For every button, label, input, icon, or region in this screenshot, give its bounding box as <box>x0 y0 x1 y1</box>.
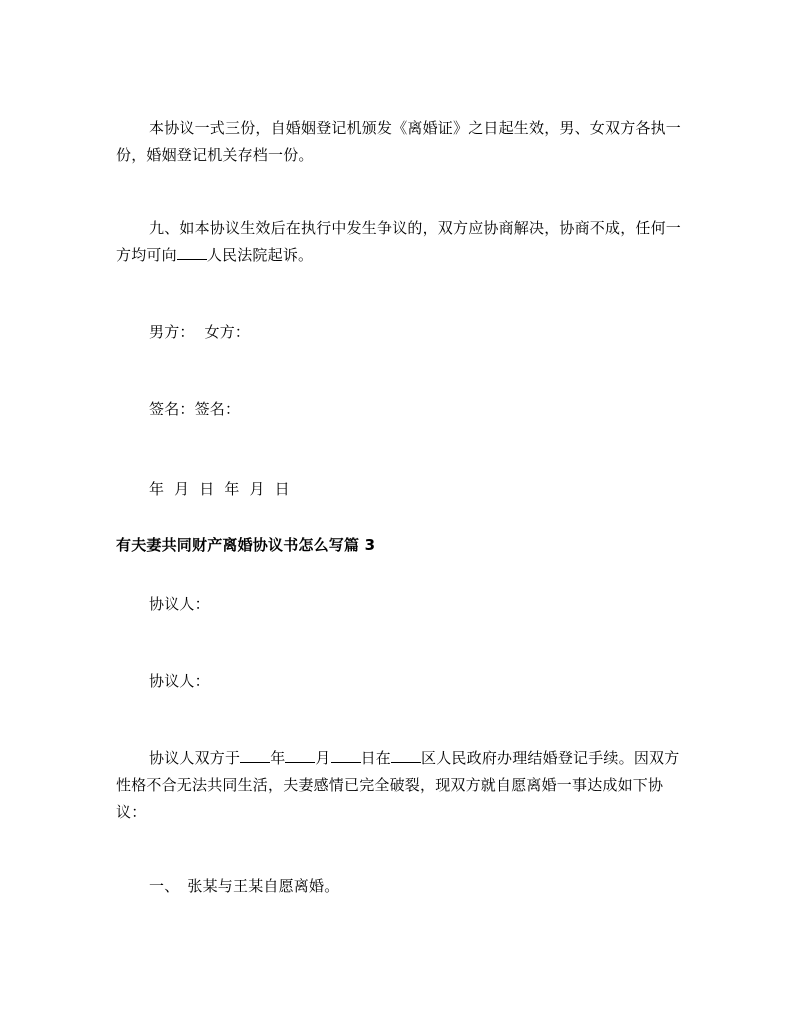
district-blank <box>391 748 421 763</box>
party-two-label: 协议人： <box>149 672 210 690</box>
registration-text-day: 日在 <box>360 749 392 767</box>
item-one <box>116 873 682 900</box>
date-labels-text: 年 月 日 年 月 日 <box>149 480 290 498</box>
registration-text-a: 协议人双方于 <box>149 749 241 767</box>
party-one-line <box>116 591 682 618</box>
day-blank <box>331 748 361 763</box>
section-heading-text: 有夫妻共同财产离婚协议书怎么写篇 3 <box>116 536 376 554</box>
section-heading <box>116 532 682 559</box>
dispute-clause-text: 九、如本协议生效后在执行中发生争议的，双方应协商解决，协商不成，任何一方均可向 <box>116 219 682 264</box>
court-blank <box>177 245 207 260</box>
signature-labels-text: 签名：签名： <box>149 400 241 418</box>
signature-line <box>116 396 682 423</box>
paragraph-marriage-registration <box>116 745 682 826</box>
party-labels-text: 男方： 女方： <box>149 323 251 341</box>
month-blank <box>285 748 315 763</box>
party-two-line <box>116 668 682 695</box>
dispute-clause-tail: 人民法院起诉。 <box>206 246 314 264</box>
year-blank <box>240 748 270 763</box>
party-signature-labels <box>116 319 682 346</box>
registration-text-month: 月 <box>315 749 331 767</box>
item-one-text: 张某与王某自愿离婚。 <box>187 877 340 895</box>
party-one-label: 协议人： <box>149 595 210 613</box>
registration-text-rest: 区人民政府办理结婚登记手续。因双方性格不合无法共同生活，夫妻感情已完全破裂，现双方就自愿离婚一事达成如下协议： <box>116 749 680 821</box>
paragraph-effective-clause <box>116 115 682 169</box>
registration-text-year: 年 <box>270 749 286 767</box>
paragraph-dispute-clause <box>116 215 682 269</box>
item-one-number: 一、 <box>149 877 180 895</box>
paragraph-effective-clause-text: 本协议一式三份，自婚姻登记机颁发《离婚证》之日起生效，男、女双方各执一份，婚姻登记机关存档一份。 <box>116 119 682 164</box>
date-line <box>116 476 682 503</box>
